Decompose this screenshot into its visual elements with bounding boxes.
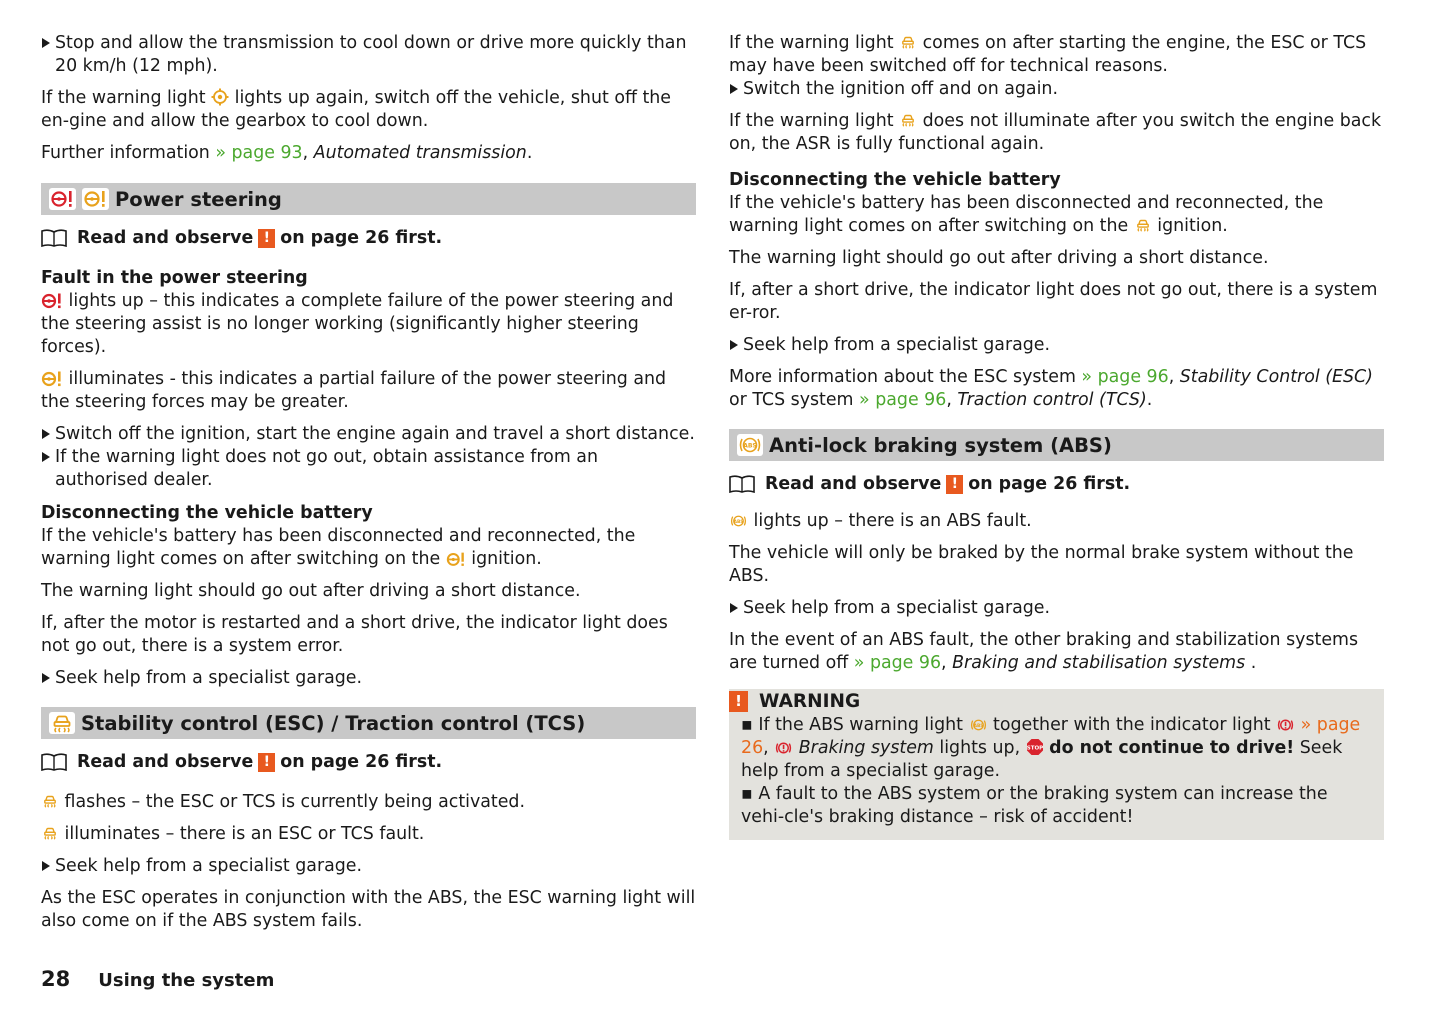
- text: lights up – there is an ABS fault.: [753, 511, 1032, 531]
- text: .: [526, 143, 533, 163]
- svg-text:ABS: ABS: [973, 723, 983, 729]
- text: Further information: [41, 143, 210, 163]
- paragraph-system-error: If, after a short drive, the indicator light does not go out, there is a system er-ror.: [729, 280, 1378, 323]
- square-bullet: ▪: [741, 784, 753, 804]
- instruction-seek-help: Seek help from a specialist garage.: [41, 667, 696, 690]
- link-page-96[interactable]: » page 96: [1081, 367, 1169, 387]
- text: ignition.: [1157, 216, 1228, 236]
- warning-exclamation-icon: !: [729, 691, 748, 712]
- text: Seek help from a specialist garage.: [741, 738, 1343, 781]
- brake-system-icon: [774, 740, 793, 756]
- svg-text:ABS: ABS: [743, 442, 757, 450]
- esc-car-skid-icon: [49, 712, 75, 734]
- text: flashes – the ESC or TCS is currently being activated.: [64, 792, 525, 812]
- paragraph-gearbox-warning: [41, 87, 696, 133]
- paragraph-go-out: The warning light should go out after driving a short distance.: [729, 248, 1269, 268]
- esc-car-skid-icon: [41, 824, 59, 842]
- text: In the event of an ABS fault, the other braking and stabilization systems are turned off: [729, 630, 1359, 673]
- ref-automated-transmission: Automated transmission: [313, 143, 527, 163]
- esc-car-skid-icon: [899, 111, 917, 129]
- esc-car-skid-icon: [899, 33, 917, 51]
- book-icon: [41, 753, 67, 771]
- text: lights up again, switch off the vehicle, shut off the en-gine and allow the gearbox to cool down.: [41, 88, 672, 131]
- text: together with the indicator light: [993, 715, 1271, 735]
- read-and-observe: [41, 750, 696, 774]
- paragraph-abs-systems-off: In the event of an ABS fault, the other braking and stabilization systems are turned off » page 96, Braking and stabilisation systems .: [729, 630, 1359, 673]
- text: If the warning light: [729, 33, 894, 53]
- warning-exclamation-icon: !: [258, 229, 275, 248]
- book-icon: [41, 229, 67, 247]
- svg-text:ABS: ABS: [733, 519, 744, 525]
- page-number: 28: [41, 967, 71, 991]
- warning-item: [741, 783, 1372, 829]
- warning-title: [729, 689, 1372, 714]
- abs-icon: [969, 717, 988, 733]
- steering-amber-icon: [446, 551, 466, 567]
- instruction-restart: Switch off the ignition, start the engine again and travel a short distance.: [41, 423, 696, 446]
- section-title: Anti-lock braking system (ABS): [769, 433, 1112, 457]
- instruction-seek-help: Seek help from a specialist garage.: [729, 597, 1384, 620]
- text: If the warning light: [41, 88, 206, 108]
- paragraph-abs-fault: [729, 510, 1384, 533]
- text: lights up – this indicates a complete failure of the power steering and the steering assist is no longer working (significantly higher steering forces).: [41, 291, 674, 357]
- section-title: Stability control (ESC) / Traction control (TCS): [81, 711, 586, 735]
- text: illuminates – there is an ESC or TCS fault.: [64, 824, 425, 844]
- text: Read and observe: [765, 473, 942, 494]
- right-column: [729, 32, 1384, 840]
- square-bullet: ▪: [741, 715, 753, 735]
- text: Read and observe: [77, 227, 254, 248]
- instruction-seek-help: Seek help from a specialist garage.: [41, 855, 696, 878]
- paragraph-more-info: More information about the ESC system » page 96, Stability Control (ESC) or TCS system » page 96, Traction control (TCS).: [729, 367, 1373, 410]
- warning-item: ▪ If the ABS warning light ABS together with the indicator light » page 26, Braking system lights up, STOP do not continue to drive! Seek help from a specialist garage.: [741, 715, 1361, 781]
- text: on page 26 first.: [280, 227, 443, 248]
- text: or TCS system: [729, 390, 854, 410]
- paragraph-go-out: The warning light should go out after driving a short distance.: [41, 581, 581, 601]
- text: illuminates - this indicates a partial failure of the power steering and the steering forces may be greater.: [41, 369, 667, 412]
- section-abs-header: [729, 429, 1384, 461]
- link-page-93[interactable]: » page 93: [215, 143, 303, 163]
- text: comes on after starting the engine, the ESC or TCS may have been switched off for technical reasons.: [729, 33, 1367, 76]
- link-page-96[interactable]: » page 96: [853, 653, 942, 673]
- steering-red-icon: [49, 188, 76, 210]
- left-column: [41, 32, 696, 942]
- abs-icon: [737, 434, 763, 456]
- paragraph-battery-reconnect: [41, 525, 696, 571]
- steering-amber-icon: [41, 370, 63, 387]
- book-icon: [729, 475, 755, 493]
- text: More information about the ESC system: [729, 367, 1076, 387]
- text: WARNING: [759, 691, 861, 712]
- instruction-obtain-assistance: If the warning light does not go out, obtain assistance from an authorised dealer.: [41, 446, 696, 492]
- section-title: Power steering: [115, 187, 282, 211]
- warning-exclamation-icon: !: [258, 753, 275, 772]
- paragraph-further-info: [41, 142, 696, 165]
- svg-text:STOP: STOP: [1026, 745, 1043, 752]
- paragraph-asr-functional: [729, 110, 1384, 156]
- paragraph-esc-flashes: [41, 791, 696, 814]
- page-footer: [41, 968, 274, 992]
- instruction-ignition-off-on: Switch the ignition off and on again.: [729, 78, 1384, 101]
- text: If the warning light: [729, 111, 894, 131]
- read-and-observe: [41, 226, 696, 250]
- text: on page 26 first.: [968, 473, 1131, 494]
- esc-car-skid-icon: [41, 792, 59, 810]
- section-power-steering-header: [41, 183, 696, 215]
- text: If the vehicle's battery has been disconnected and reconnected, the warning light comes on after switching on the: [729, 193, 1324, 236]
- paragraph-esc-fault: [41, 823, 696, 846]
- ref-stability-control: Stability Control (ESC): [1179, 367, 1373, 387]
- steering-amber-icon: [82, 188, 109, 210]
- text: .: [1250, 653, 1257, 673]
- steering-red-icon: [41, 292, 63, 309]
- warning-exclamation-icon: !: [946, 475, 963, 494]
- text: A fault to the ABS system or the braking system can increase the vehi-cle's braking distance – risk of accident!: [741, 784, 1328, 827]
- text: If the ABS warning light: [758, 715, 963, 735]
- text: ignition.: [471, 549, 542, 569]
- gearbox-temperature-icon: [211, 88, 229, 106]
- read-and-observe: [729, 472, 1384, 496]
- paragraph-normal-brake: The vehicle will only be braked by the normal brake system without the ABS.: [729, 543, 1354, 586]
- link-page-96[interactable]: » page 96: [859, 390, 947, 410]
- text: on page 26 first.: [280, 751, 443, 772]
- text: If the vehicle's battery has been disconnected and reconnected, the warning light comes on after switching on the: [41, 526, 636, 569]
- link-page-26[interactable]: » page 26: [741, 715, 1361, 758]
- paragraph-partial-failure: [41, 368, 696, 414]
- paragraph-esc-abs: As the ESC operates in conjunction with the ABS, the ESC warning light will also come on if the ABS system fails.: [41, 888, 696, 931]
- paragraph-esc-switched-off: [729, 32, 1384, 78]
- subheading-battery: Disconnecting the vehicle battery: [41, 503, 373, 523]
- ref-traction-control: Traction control (TCS): [957, 390, 1147, 410]
- paragraph-system-error: If, after the motor is restarted and a short drive, the indicator light does not go out, there is a system error.: [41, 613, 668, 656]
- chapter-title: Using the system: [98, 970, 275, 991]
- text: does not illuminate after you switch the engine back on, the ASR is fully functional again.: [729, 111, 1382, 154]
- section-esc-header: [41, 707, 696, 739]
- text: Read and observe: [77, 751, 254, 772]
- text: lights up,: [939, 738, 1021, 758]
- brake-system-icon: [1276, 717, 1295, 733]
- instruction-cool-down: Stop and allow the transmission to cool down or drive more quickly than 20 km/h (12 mph).: [41, 32, 696, 78]
- esc-car-skid-icon: [1134, 216, 1152, 234]
- subheading-battery: Disconnecting the vehicle battery: [729, 170, 1061, 190]
- abs-icon: [729, 513, 748, 529]
- stop-icon: [1026, 738, 1044, 756]
- ref-braking-stabilisation: Braking and stabilisation systems: [952, 653, 1246, 673]
- ref-braking-system: Braking system: [798, 738, 934, 758]
- text: ,: [302, 143, 309, 163]
- text: do not continue to drive!: [1049, 738, 1295, 758]
- paragraph-battery-reconnect: [729, 192, 1384, 238]
- instruction-seek-help: Seek help from a specialist garage.: [729, 334, 1384, 357]
- subheading-fault: Fault in the power steering: [41, 268, 308, 288]
- warning-box: [729, 689, 1384, 840]
- paragraph-complete-failure: [41, 290, 696, 359]
